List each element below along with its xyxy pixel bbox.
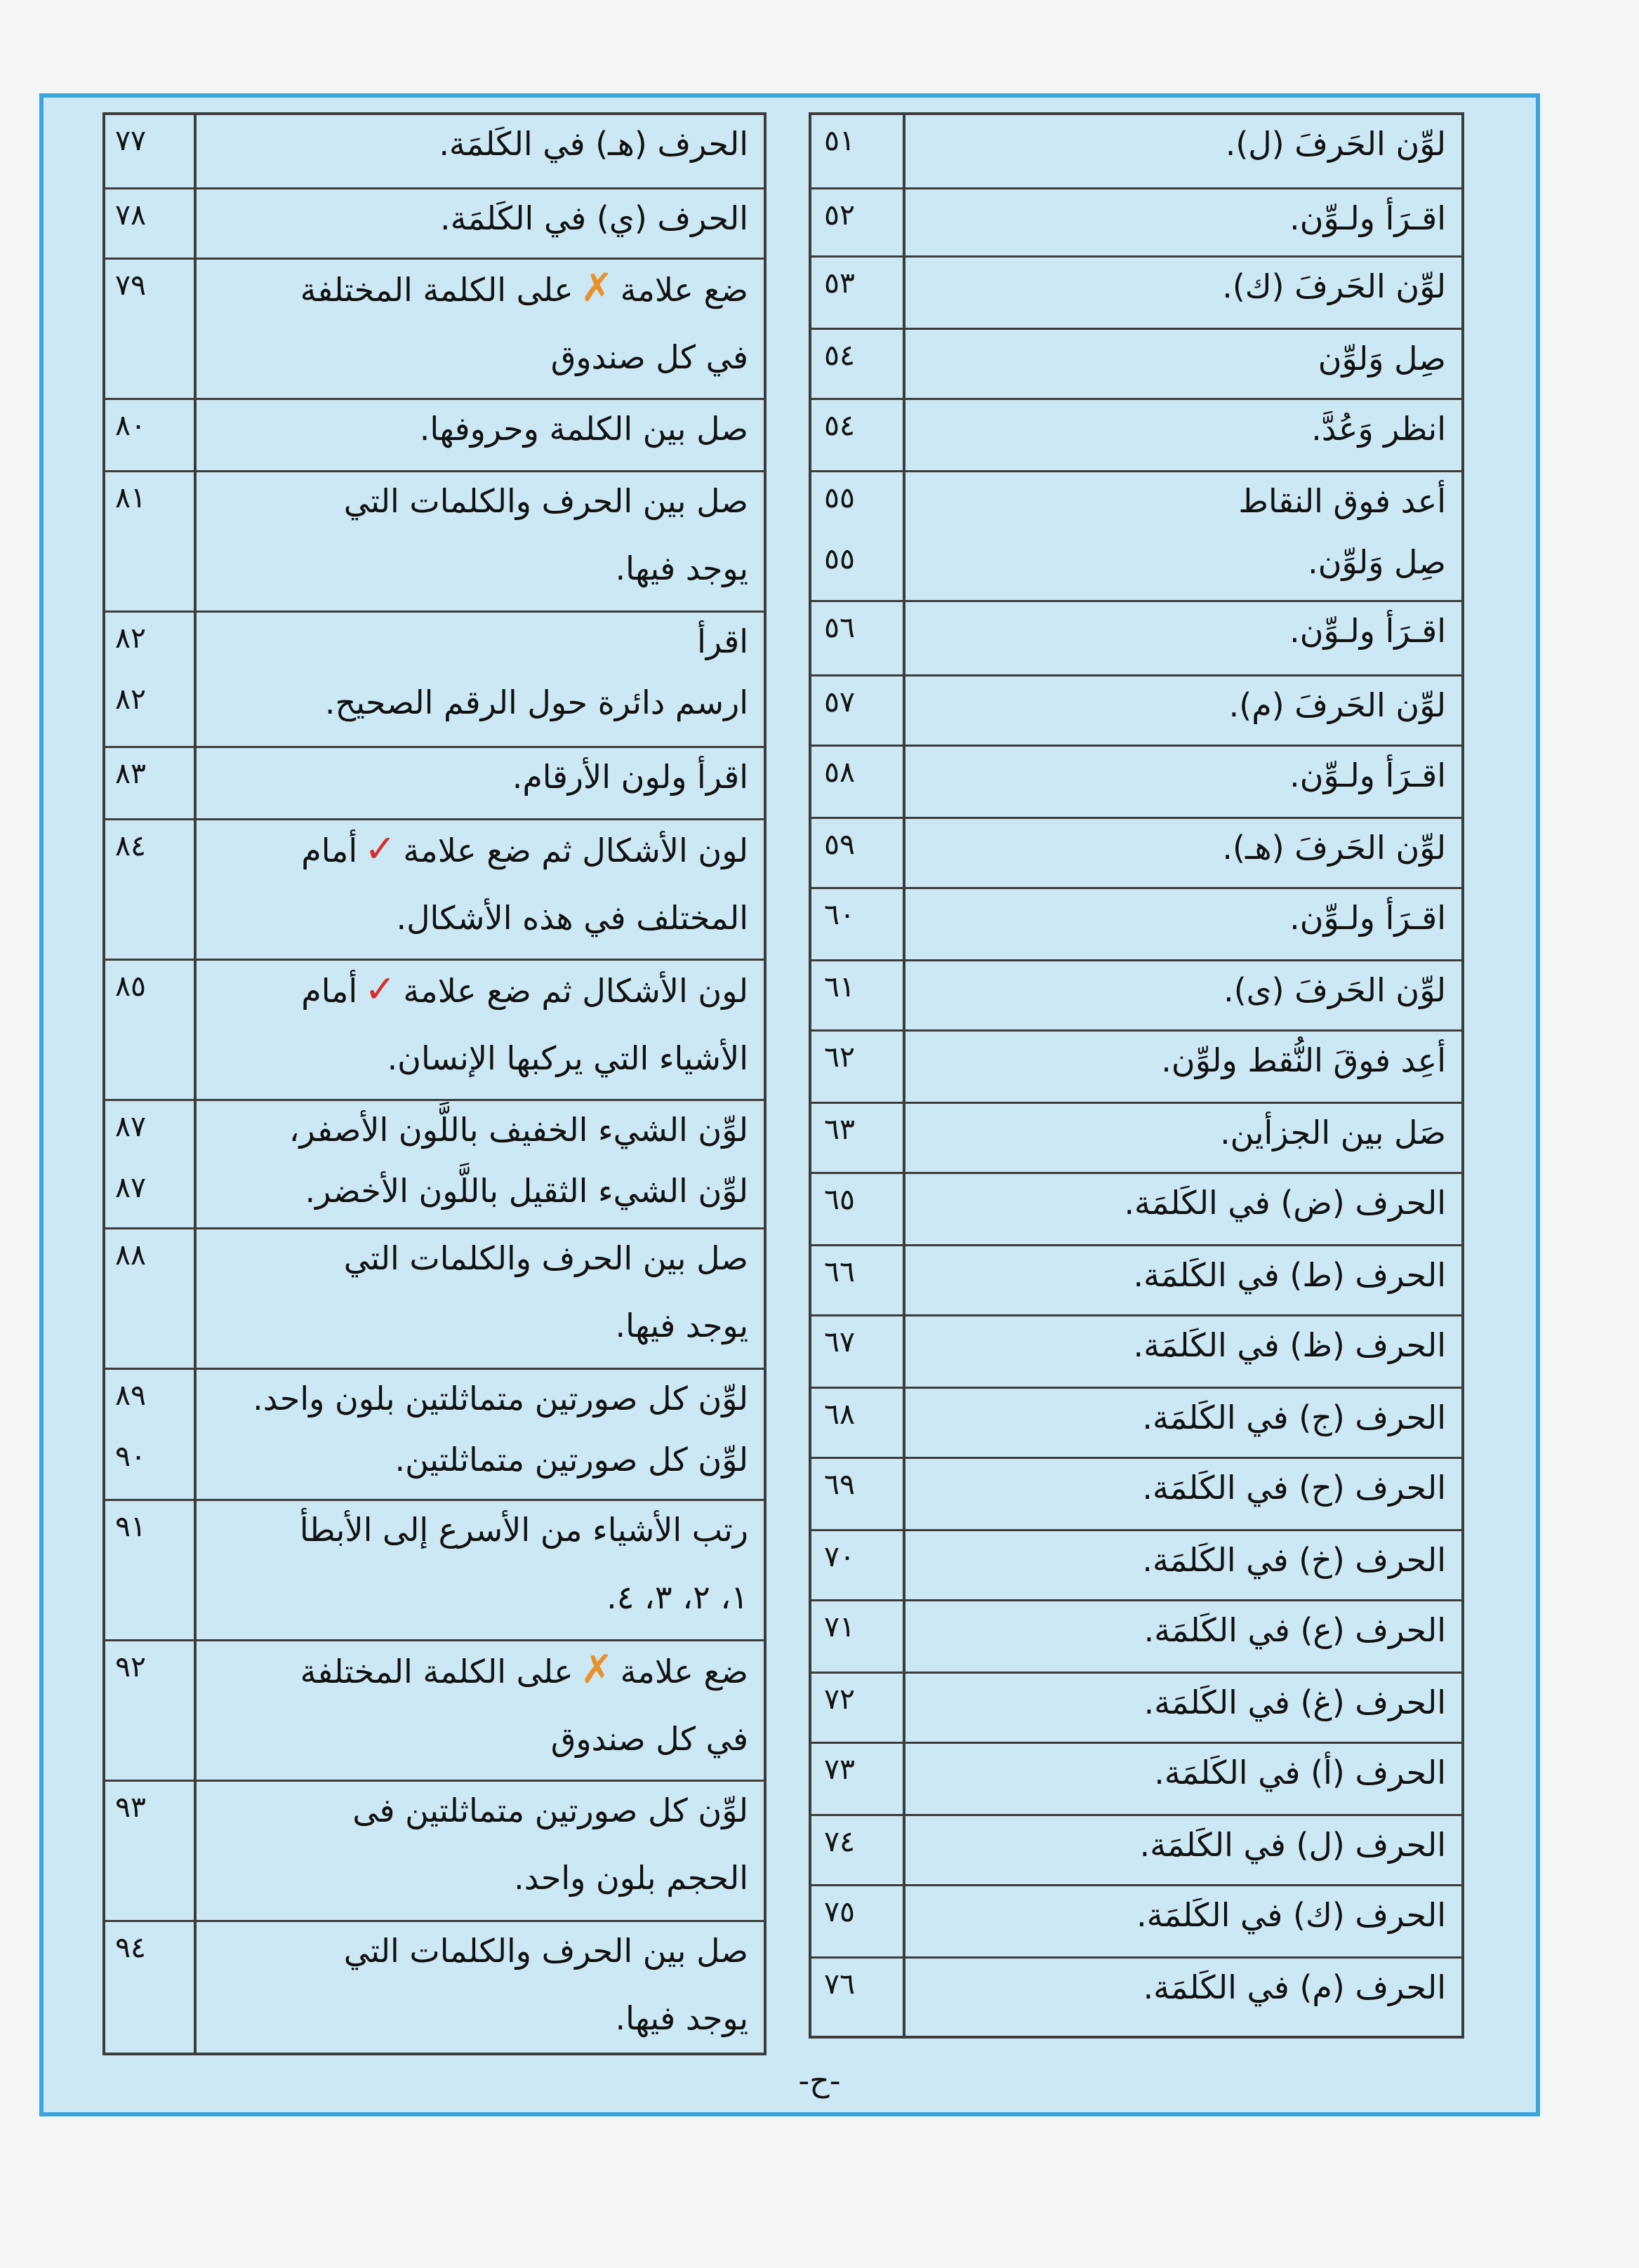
title-line: صل بين الحرف والكلمات التي [343,1239,748,1277]
toc-row [105,1101,764,1162]
toc-row [105,1370,764,1431]
page-number-cell: ٦١ [824,970,856,1003]
page-number-cell: ٥٤ [824,408,856,442]
activity-title [903,1744,1461,1814]
toc-row [811,472,1461,533]
page-number-cell: ٨٣ [105,748,197,818]
title-line: الحرف (ع) في الكَلمَة. [1143,1611,1446,1649]
activity-title [197,613,764,674]
title-line: في كل صندوق [550,338,748,376]
page-number-cell: ٩٤ [105,1922,197,2053]
activity-title [903,819,1461,887]
title-line: أعد فوق النقاط [1238,482,1446,520]
toc-row [105,1922,764,2053]
check-mark-icon: ✓ [364,827,397,871]
title-line: الحرف (ح) في الكَلمَة. [1142,1469,1446,1507]
title-line: الحرف (م) في الكَلمَة. [1143,1968,1446,2006]
toc-table-left [102,112,767,2055]
activity-title [903,889,1461,959]
title-line: رتب الأشياء من الأسرع إلى الأبطأ [299,1511,748,1549]
activity-title [197,1229,764,1368]
activity-title [903,330,1461,398]
title-line: لوِّن الحَرفَ (ل). [1225,125,1446,163]
toc-row [811,1816,1461,1886]
toc-row [105,674,764,748]
toc-row [105,613,764,674]
title-line: الحرف (ج) في الكَلمَة. [1142,1399,1446,1436]
title-line: لوِّن كل صورتين متماثلتين بلون واحد. [253,1380,748,1418]
activity-title [197,1370,764,1431]
page-number-cell: ٥٣ [824,266,856,300]
title-line: الحرف (أ) في الكَلمَة. [1154,1754,1446,1792]
toc-row [105,748,764,820]
toc-row [105,820,764,961]
toc-row [811,330,1461,400]
cross-mark-icon: ✗ [580,265,613,311]
toc-row [105,1162,764,1229]
title-line [208,968,748,1013]
toc-row [105,472,764,613]
page-number-cell: ٦٢ [824,1040,856,1074]
activity-title [903,189,1461,255]
activity-title [903,1246,1461,1314]
page-number-cell: ٥٨ [824,755,856,789]
title-text: ضع علامة [620,271,748,309]
toc-row [105,1641,764,1782]
page-number-cell: ٨٤ [105,820,197,959]
toc-row [811,1886,1461,1959]
page-number-cell: ٨٧ [105,1101,197,1162]
activity-title [197,961,764,1099]
toc-row [811,1389,1461,1459]
toc-row [811,1246,1461,1316]
page-number-cell: ٧٦ [824,1967,856,2001]
page-number-cell: ٧٢ [824,1682,856,1716]
toc-row [105,1431,764,1501]
page-number-cell: ٩٠ [105,1431,197,1499]
activity-title [903,747,1461,817]
page-number-cell: ٥١ [824,124,856,157]
page-number-cell: ٦٣ [824,1112,856,1146]
toc-row [811,1744,1461,1816]
page-number-cell: ٦٥ [824,1182,856,1216]
title-line: لوِّن الشيء الخفيف باللَّون الأصفر، [288,1111,748,1149]
page-number-cell: ٥٩ [824,827,856,861]
toc-row [811,189,1461,258]
title-line: الحرف (هـ) في الكَلمَة. [439,125,748,163]
activity-title [197,1501,764,1639]
activity-title [903,1032,1461,1102]
title-line: لوِّن كل صورتين متماثلتين فى [352,1792,748,1829]
activity-title [903,676,1461,745]
toc-row [105,961,764,1101]
activity-title [903,1459,1461,1529]
toc-row [811,115,1461,189]
activity-title [197,472,764,611]
activity-title [197,189,764,258]
page-number-cell: ٩٣ [105,1782,197,1920]
title-line: يوجد فيها. [615,1307,748,1345]
page-number-cell: ٩٢ [105,1641,197,1780]
activity-title [197,1782,764,1920]
toc-row [105,115,764,189]
page-number-cell: ٦٠ [824,898,856,931]
title-line: الحرف (خ) في الكَلمَة. [1142,1541,1446,1579]
activity-title [903,1674,1461,1742]
toc-row [811,819,1461,889]
title-line: صِل وَلوِّن. [1308,543,1446,581]
title-line: الحجم بلون واحد. [514,1859,748,1897]
page-number-cell: ٧٩ [105,260,197,398]
page-number-cell: ٦٦ [824,1255,856,1288]
toc-row [811,258,1461,330]
cross-mark-icon: ✗ [580,1647,613,1693]
title-line: ارسم دائرة حول الرقم الصحيح. [324,683,748,721]
activity-title [903,115,1461,187]
activity-title [903,472,1461,533]
toc-row [811,889,1461,961]
toc-row [105,1229,764,1370]
page-number: -ح- [798,2063,841,2099]
title-text: أمام [301,832,358,869]
toc-row [811,1032,1461,1104]
activity-title [903,258,1461,328]
page-number-cell: ٨٨ [105,1229,197,1368]
toc-row [811,1459,1461,1531]
page-number-cell: ٥٥ [824,542,856,575]
title-line: صل بين الكلمة وحروفها. [419,410,748,448]
activity-title [197,674,764,746]
activity-title [903,1316,1461,1387]
title-line: يوجد فيها. [615,1999,748,2037]
title-text: أمام [301,972,358,1010]
toc-row [811,533,1461,602]
title-text: على الكلمة المختلفة [300,1653,573,1690]
page-number-cell: ٥٤ [824,338,856,372]
title-line: صِل وَلوِّن [1318,340,1446,378]
title-line: المختلف في هذه الأشكال. [396,899,748,937]
title-line [208,827,748,872]
title-text: لون الأشكال ثم ضع علامة [403,832,748,869]
activity-title [197,1101,764,1162]
toc-row [811,961,1461,1032]
page-number-cell: ٧٥ [824,1895,856,1928]
page-number-cell: ٧٣ [824,1752,856,1786]
title-line: صل بين الحرف والكلمات التي [343,1932,748,1970]
page-number-cell: ٨٧ [105,1162,197,1227]
activity-title [903,1174,1461,1244]
title-line: لوِّن الحَرفَ (م). [1228,686,1446,724]
activity-title [903,533,1461,600]
check-mark-icon: ✓ [364,967,397,1011]
toc-row [105,260,764,400]
title-line: الحرف (ظ) في الكَلمَة. [1133,1326,1446,1364]
activity-title [903,1601,1461,1672]
title-text: على الكلمة المختلفة [300,271,573,309]
title-line [208,267,748,312]
toc-row [811,1316,1461,1389]
page-number-cell: ٥٦ [824,611,856,644]
activity-title [197,748,764,818]
toc-table-right [809,112,1464,2039]
toc-row [105,400,764,472]
page-number-cell: ٨٠ [105,400,197,470]
title-line: في كل صندوق [550,1720,748,1758]
page-number-cell: ٨٩ [105,1370,197,1431]
title-text: ضع علامة [620,1653,748,1690]
activity-title [903,1531,1461,1599]
title-line: اقـرَأ ولـوِّن. [1289,199,1446,237]
toc-row [811,676,1461,747]
page-number-cell: ٥٥ [824,481,856,514]
activity-title [197,1641,764,1780]
activity-title [197,1431,764,1499]
activity-title [903,1389,1461,1457]
title-line: لوِّن الشيء الثقيل باللَّون الأخضر. [305,1172,748,1210]
page-number-cell: ٧٨ [105,189,197,258]
title-line: الحرف (ي) في الكَلمَة. [440,199,748,237]
title-text: لون الأشكال ثم ضع علامة [403,972,748,1010]
toc-row [811,602,1461,676]
activity-title [197,820,764,959]
title-line: يوجد فيها. [615,549,748,587]
page-number-cell: ٧٠ [824,1540,856,1573]
toc-row [811,747,1461,819]
activity-title [903,1959,1461,2036]
page-number-cell: ٨٥ [105,961,197,1099]
toc-row [811,1959,1461,2036]
toc-row [811,1674,1461,1744]
title-line: الحرف (ل) في الكَلمَة. [1139,1826,1446,1864]
title-line: الحرف (ك) في الكَلمَة. [1136,1896,1446,1934]
page-number-cell: ٦٧ [824,1325,856,1359]
title-line: اقـرَأ ولـوِّن. [1289,756,1446,794]
title-line: انظر وَعُدَّ. [1311,410,1446,448]
title-line: اقرأ ولون الأرقام. [512,758,748,796]
activity-title [903,602,1461,674]
toc-row [811,1531,1461,1601]
title-line: اقـرَأ ولـوِّن. [1289,899,1446,937]
title-line: الأشياء التي يركبها الإنسان. [387,1039,748,1077]
activity-title [197,115,764,187]
toc-row [811,1104,1461,1174]
page-number-cell: ٩١ [105,1501,197,1639]
title-line: صَل بين الجزأين. [1220,1114,1446,1152]
activity-title [903,1104,1461,1172]
title-line: لوِّن الحَرفَ (ك). [1222,267,1446,305]
activity-title [903,1886,1461,1956]
title-line: لوِّن الحَرفَ (ى). [1223,971,1446,1009]
title-line: ١، ٢، ٣، ٤. [606,1578,748,1616]
page-number-cell: ٨٢ [105,674,197,746]
activity-title [197,260,764,398]
page-number-cell: ٧٤ [824,1825,856,1858]
page-number-cell: ٨٢ [105,613,197,674]
page-number-cell: ٧١ [824,1610,856,1643]
toc-row [811,1601,1461,1674]
activity-title [903,961,1461,1029]
title-line: اقـرَأ ولـوِّن. [1289,612,1446,650]
page-number-cell: ٦٩ [824,1467,856,1501]
title-line: لوِّن كل صورتين متماثلتين. [394,1441,748,1479]
toc-row [811,1174,1461,1246]
activity-title [903,400,1461,470]
activity-title [197,400,764,470]
title-line [208,1648,748,1693]
title-line: اقرأ [697,622,748,660]
title-line: صل بين الحرف والكلمات التي [343,482,748,520]
toc-row [811,400,1461,472]
toc-row [105,189,764,260]
page-number-cell: ٧٧ [105,115,197,187]
title-line: أعِد فوقَ النُّقط ولوِّن. [1161,1041,1446,1079]
page-number-cell: ٨١ [105,472,197,611]
activity-title [197,1922,764,2053]
title-line: الحرف (ط) في الكَلمَة. [1133,1256,1446,1294]
page-number-cell: ٥٢ [824,198,856,232]
title-line: لوِّن الحَرفَ (هـ). [1222,829,1446,867]
title-line: الحرف (غ) في الكَلمَة. [1143,1683,1446,1721]
page-number-cell: ٥٧ [824,685,856,719]
toc-row [105,1501,764,1641]
page-number-cell: ٦٨ [824,1397,856,1431]
activity-title [197,1162,764,1227]
title-line: الحرف (ض) في الكَلمَة. [1124,1184,1446,1222]
activity-title [903,1816,1461,1884]
toc-row [105,1782,764,1922]
